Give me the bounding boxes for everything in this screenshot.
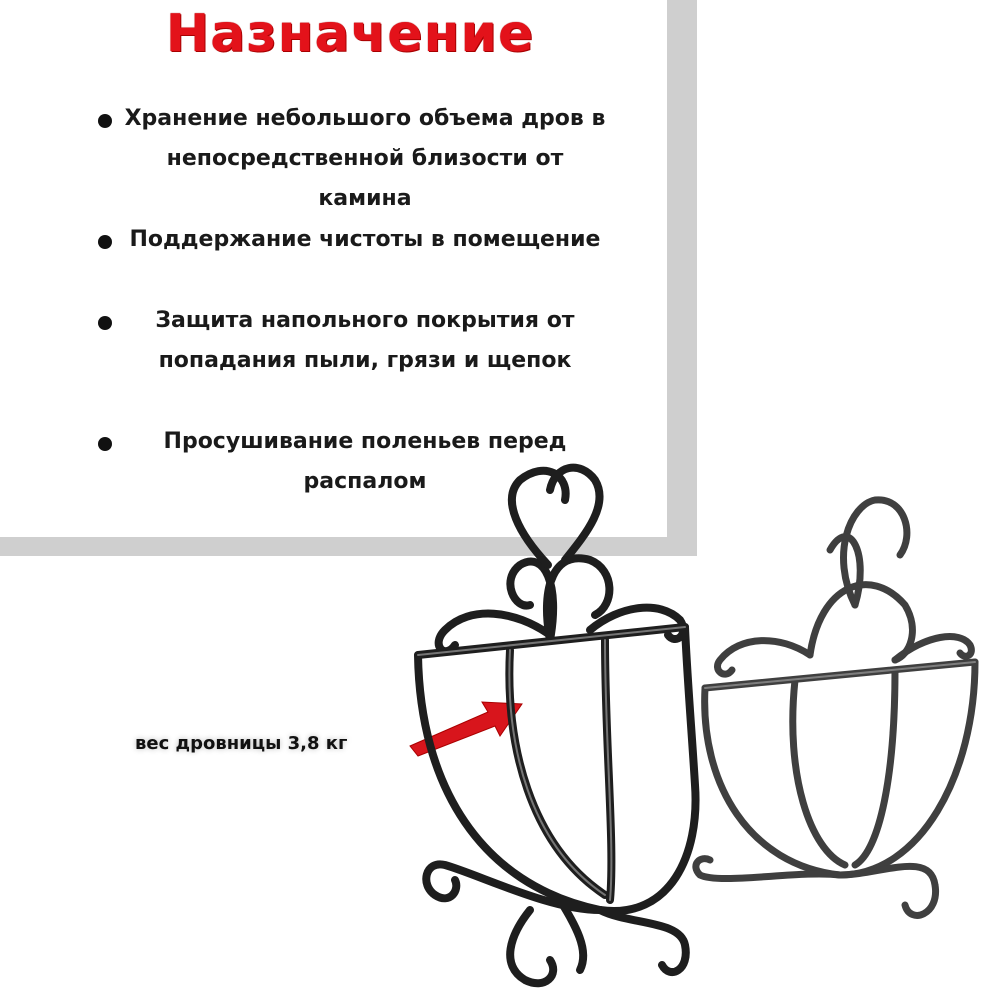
list-item: Просушивание поленьев перед распалом bbox=[163, 429, 567, 494]
page-title: Назначение bbox=[165, 4, 535, 64]
bullet-dot bbox=[98, 437, 112, 451]
firewood-rack-illustration bbox=[400, 455, 980, 1000]
list-item: Поддержание чистоты в помещение bbox=[129, 227, 601, 252]
list-item: Хранение небольшого объема дров в непосредственной близости от камина bbox=[124, 106, 606, 211]
bullet-dot bbox=[98, 235, 112, 249]
weight-caption: вес дровницы 3,8 кг bbox=[135, 733, 348, 754]
list-item: Защита напольного покрытия от попадания пыли, грязи и щепок bbox=[155, 308, 575, 373]
bullet-dot bbox=[98, 114, 112, 128]
bullet-dot bbox=[98, 316, 112, 330]
